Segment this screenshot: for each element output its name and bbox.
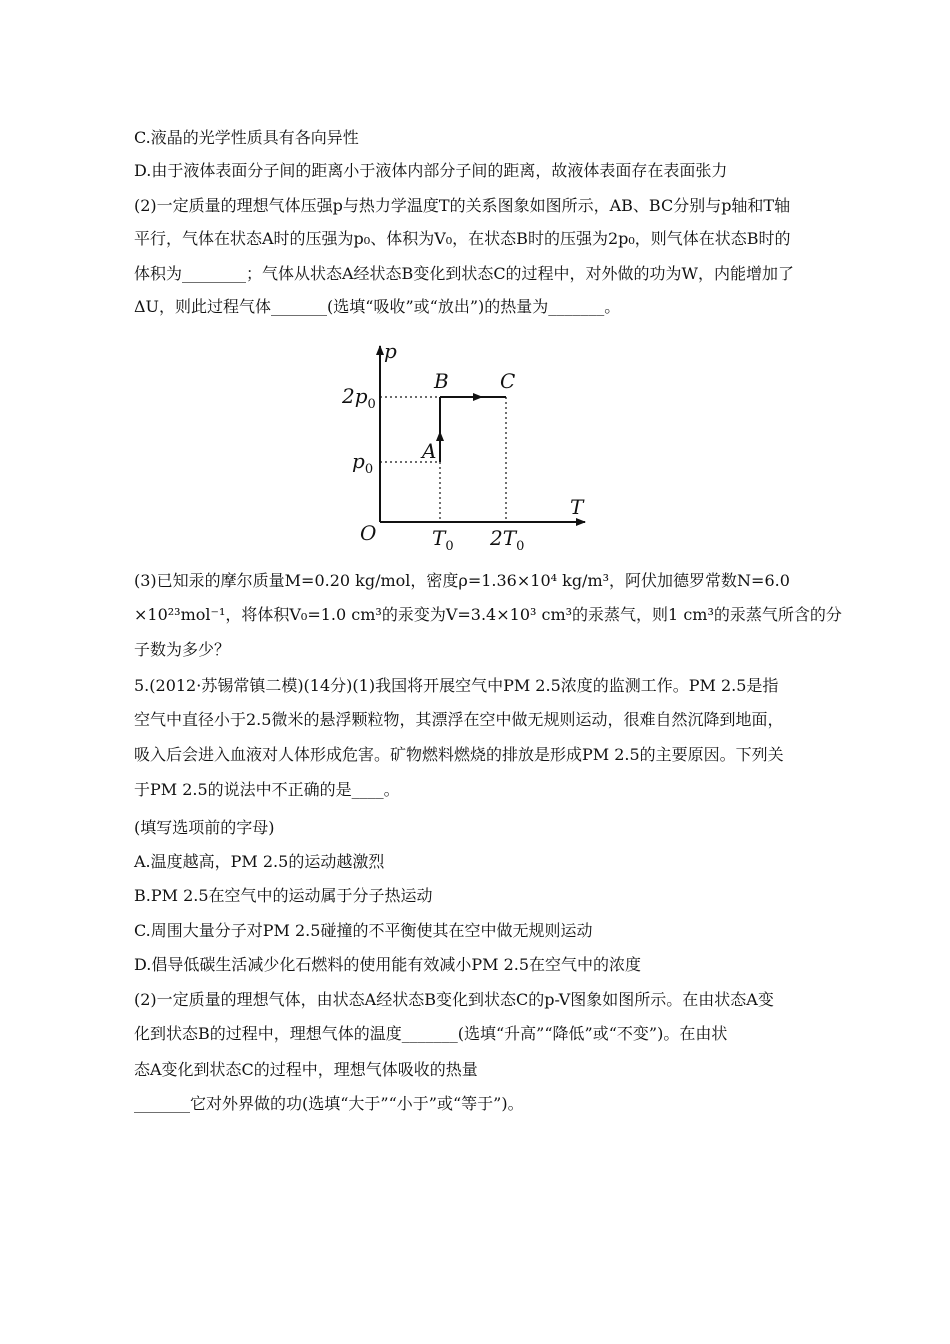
text-line: ×10²³mol⁻¹，将体积V₀=1.0 cm³的汞变为V=3.4×10³ cm³的汞蒸气，则1 cm³的汞蒸气所含的分 [134,605,842,624]
text-line: C.周围大量分子对PM 2.5碰撞的不平衡使其在空中做无规则运动 [134,921,593,940]
text-line: 子数为多少？ [134,640,231,659]
text-line: 平行，气体在状态A时的压强为p₀、体积为V₀，在状态B时的压强为2p₀，则气体在状态B时的 [134,229,791,248]
text-line: 体积为________；气体从状态A经状态B变化到状态C的过程中，对外做的功为W，内能增加了 [134,264,795,283]
tick-t0-sub: 0 [445,539,454,554]
text-line: 5.(2012·苏锡常镇二模)(14分)(1)我国将开展空气中PM 2.5浓度的监测工作。PM 2.5是指 [134,676,779,695]
text-line: B.PM 2.5在空气中的运动属于分子热运动 [134,886,433,905]
tick-2p0-sub: 0 [367,397,376,412]
point-b-label: B [434,369,449,393]
tick-t0 [432,526,454,554]
text-line: _______它对外界做的功(选填“大于”“小于”或“等于”)。 [134,1094,524,1113]
t-axis-label: T [570,495,584,519]
tick-2t0-text: 2T [490,526,517,550]
text-line: A.温度越高，PM 2.5的运动越激烈 [134,852,385,871]
text-line: C.液晶的光学性质具有各向异性 [134,128,359,147]
text-line: 空气中直径小于2.5微米的悬浮颗粒物，其漂浮在空中做无规则运动，很难自然沉降到地面， [134,710,784,729]
tick-2p0 [341,384,376,412]
text-line: 态A变化到状态C的过程中，理想气体吸收的热量 [134,1060,478,1079]
tick-2p0-text: 2p [342,384,368,408]
p-axis-label: p [384,340,397,363]
origin-label: O [360,521,377,545]
text-line: 吸入后会进入血液对人体形成危害。矿物燃料燃烧的排放是形成PM 2.5的主要原因。下列关 [134,745,784,764]
tick-t0-text: T [432,526,446,550]
p-t-diagram [340,340,600,555]
text-line: (2)一定质量的理想气体压强p与热力学温度T的关系图象如图所示，AB、BC分别与p轴和T轴 [134,196,791,215]
tick-p0-sub: 0 [364,462,374,477]
text-line: D.由于液体表面分子间的距离小于液体内部分子间的距离，故液体表面存在表面张力 [134,161,728,180]
text-line: (2)一定质量的理想气体，由状态A经状态B变化到状态C的p-V图象如图所示。在由状态A变 [134,990,774,1009]
point-a-label: A [422,439,437,463]
text-line: 于PM 2.5的说法中不正确的是____。 [134,780,400,799]
tick-2t0 [489,526,524,554]
tick-2t0-sub: 0 [516,539,525,554]
text-line: (3)已知汞的摩尔质量M=0.20 kg/mol，密度ρ=1.36×10⁴ kg/m³，阿伏加德罗常数N=6.0 [134,571,790,590]
text-line: (填写选项前的字母) [134,818,275,837]
text-line: ΔU，则此过程气体_______(选填“吸收”或“放出”)的热量为_______。 [134,297,621,316]
tick-p0 [352,449,373,477]
p-t-diagram-svg [340,340,600,555]
text-line: D.倡导低碳生活减少化石燃料的使用能有效减小PM 2.5在空气中的浓度 [134,955,642,974]
point-c-label: C [500,369,516,393]
text-line: 化到状态B的过程中，理想气体的温度_______(选填“升高”“降低”或“不变”)。在由状 [134,1024,728,1043]
tick-p0-text: p [352,449,365,473]
